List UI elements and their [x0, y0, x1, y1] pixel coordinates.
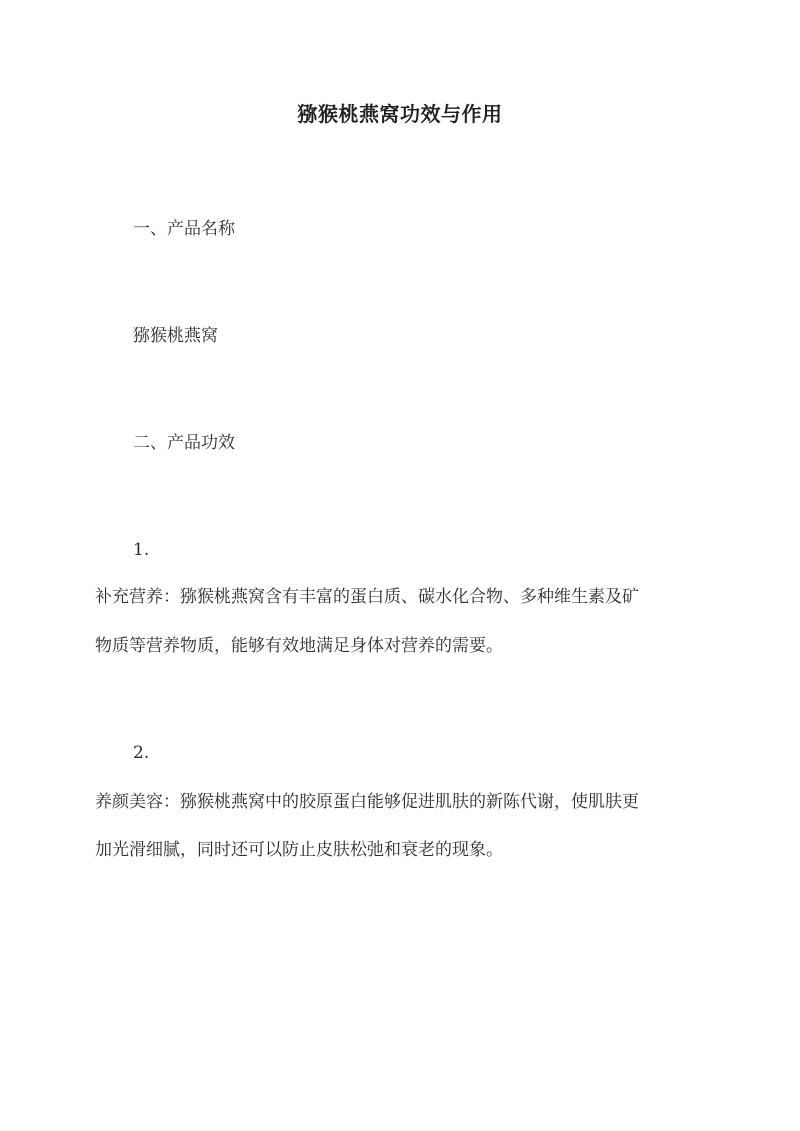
list-item-number: 2.: [133, 743, 150, 763]
paragraph-line: 物质等营养物质，能够有效地满足身体对营养的需要。: [95, 636, 503, 656]
list-item-number: 1.: [133, 540, 150, 560]
section-heading-product-name: 一、产品名称: [133, 219, 235, 239]
paragraph-line: 加光滑细腻，同时还可以防止皮肤松弛和衰老的现象。: [95, 840, 503, 860]
paragraph-line: 补充营养：猕猴桃燕窝含有丰富的蛋白质、碳水化合物、多种维生素及矿: [95, 587, 639, 607]
document-title: 猕猴桃燕窝功效与作用: [297, 102, 503, 126]
section-heading-product-effects: 二、产品功效: [133, 433, 235, 453]
paragraph-line: 养颜美容：猕猴桃燕窝中的胶原蛋白能够促进肌肤的新陈代谢，使肌肤更: [95, 792, 639, 812]
product-name-text: 猕猴桃燕窝: [133, 326, 218, 346]
